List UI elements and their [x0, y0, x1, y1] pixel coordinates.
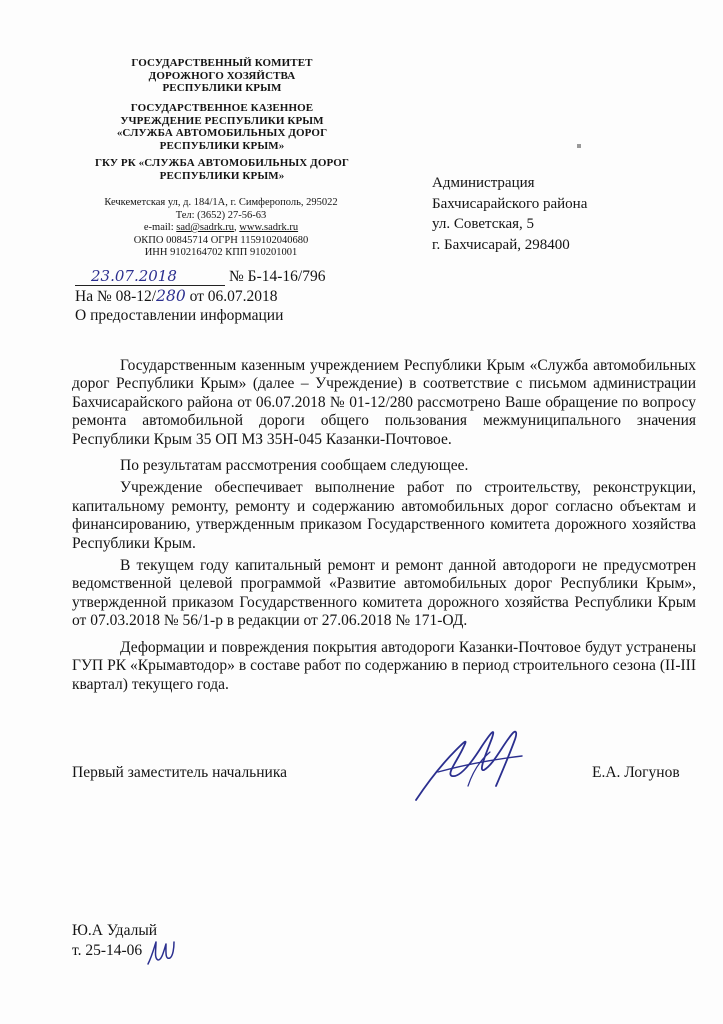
letter-subject: О предоставлении информации: [75, 307, 284, 324]
org-codes-inn: ИНН 9102164702 КПП 910201001: [144, 247, 298, 258]
org-name-committee: ГОСУДАРСТВЕННЫЙ КОМИТЕТ ДОРОЖНОГО ХОЗЯЙСТВА РЕСПУБЛИКИ КРЫМ: [131, 57, 313, 95]
org-email-web: e-mail: sad@sadrk.ru, www.sadrk.ru: [143, 222, 299, 233]
handwritten-date: 23.07.2018: [75, 268, 225, 286]
executor-phone: т. 25-14-06: [72, 942, 143, 959]
signatory-name: Е.А. Логунов: [592, 764, 680, 781]
body-paragraph: Деформации и повреждения покрытия автодороги Казанки-Почтовое будут устранены ГУП РК «Крымавтодор» в составе работ по содержанию в период строительного сезона (II-III квартал) текущего года.: [72, 638, 696, 693]
handwritten-number: 280: [156, 287, 186, 305]
handwritten-initials: [144, 938, 178, 968]
body-paragraph: В текущем году капитальный ремонт и ремонт данной автодороги не предусмотрен ведомственной целевой программой «Развитие автомобильных дорог Республики Крым», утвержденной приказом Государственного комитета дорожного хозяйства Республики Крым от 07.03.2018 № 56/1-р в редакции от 27.06.2018 № 171-ОД.: [72, 557, 696, 630]
signatory-title: Первый заместитель начальника: [72, 764, 288, 781]
incoming-reference: На № 08-12/280 от 06.07.2018: [75, 287, 278, 305]
addressee-block: Администрация Бахчисарайского района ул. Советская, 5 г. Бахчисарай, 298400: [432, 175, 588, 253]
outgoing-number: № Б-14-16/796: [229, 268, 326, 285]
body-paragraph: Государственным казенным учреждением Республики Крым «Служба автомобильных дорог Республики Крым» (далее – Учреждение) в соответствие с письмом администрации Бахчисарайского района от 06.07.2018 № 01-12/280 рассмотрено Ваше обращение по вопросу ремонта автомобильной дороги общего пользования межмуниципального значения Республики Крым 35 ОП МЗ 35Н-045 Казанки-Почтовое.: [72, 357, 696, 448]
executor-name: Ю.А Удалый: [72, 922, 158, 939]
letter-body: [72, 357, 696, 694]
scan-speck: [577, 144, 581, 148]
org-phone: Тел: (3652) 27-56-63: [175, 209, 267, 221]
org-name-short: ГКУ РК «СЛУЖБА АВТОМОБИЛЬНЫХ ДОРОГ РЕСПУБЛИКИ КРЫМ»: [94, 157, 350, 182]
body-paragraph: По результатам рассмотрения сообщаем следующее.: [120, 457, 469, 475]
outgoing-reference: [75, 268, 325, 286]
website-link[interactable]: www.sadrk.ru: [239, 222, 299, 233]
body-paragraph: Учреждение обеспечивает выполнение работ по строительству, реконструкции, капитальному ремонту, ремонту и содержанию автомобильных дорог согласно объектам и финансированию, утвержденным приказом Государственного комитета дорожного хозяйства Республики Крым.: [72, 479, 696, 552]
org-codes-ogrn: ОКПО 00845714 ОГРН 1159102040680: [133, 234, 309, 246]
org-name-institution: ГОСУДАРСТВЕННОЕ КАЗЕННОЕ УЧРЕЖДЕНИЕ РЕСПУБЛИКИ КРЫМ «СЛУЖБА АВТОМОБИЛЬНЫХ ДОРОГ РЕСПУБЛИКИ КРЫМ»: [116, 102, 328, 152]
email-link[interactable]: sad@sadrk.ru: [176, 222, 235, 233]
handwritten-signature: [398, 712, 548, 812]
org-contacts: [60, 197, 382, 260]
org-address: Кечкеметская ул, д. 184/1А, г. Симферополь, 295022: [104, 197, 338, 208]
